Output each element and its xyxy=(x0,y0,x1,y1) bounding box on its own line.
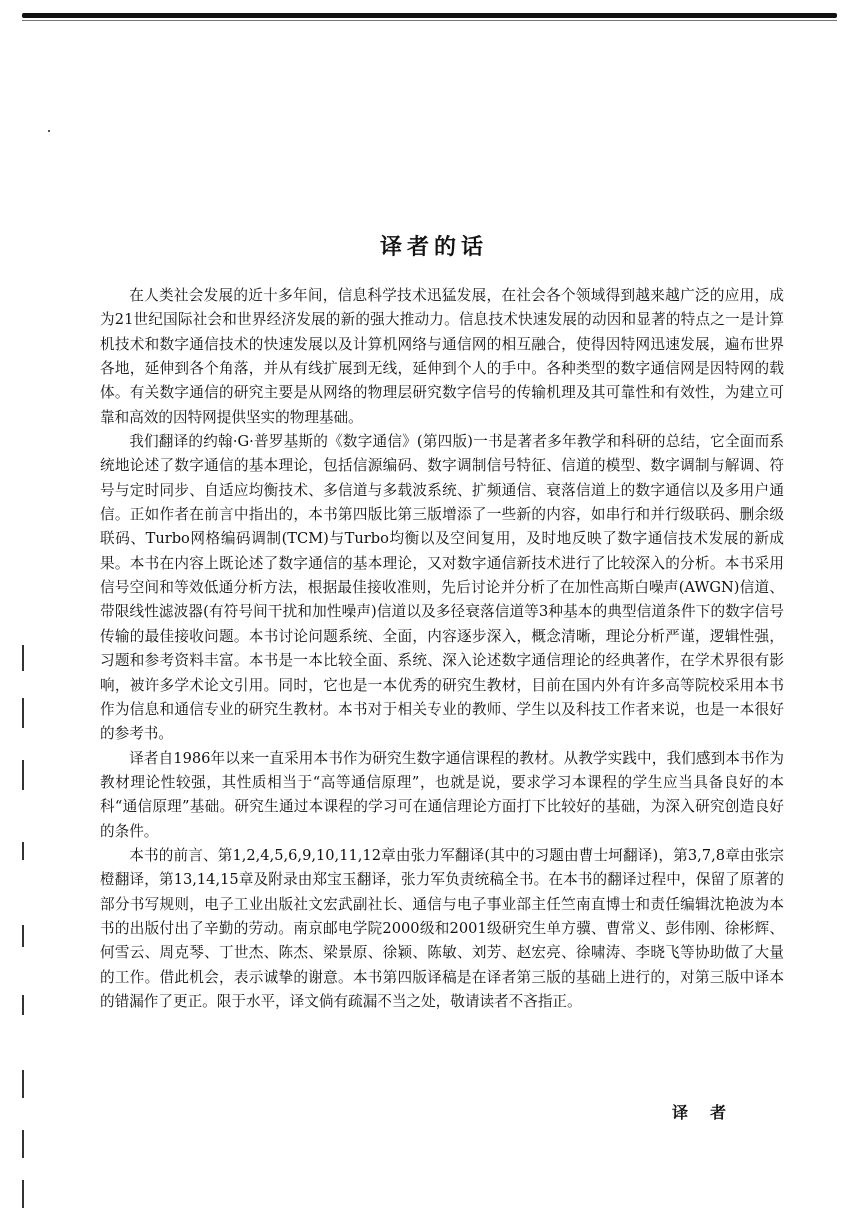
body-text xyxy=(100,284,784,1014)
margin-mark xyxy=(22,1180,24,1208)
top-rule-shadow xyxy=(22,20,837,21)
paragraph: 译者自1986年以来一直采用本书作为研究生数字通信课程的教材。从教学实践中，我们感到本书作为教材理论性较强，其性质相当于“高等通信原理”，也就是说，要求学习本课程的学生应当具备良好的本科“通信原理”基础。研究生通过本课程的学习可在通信理论方面打下比较好的基础，为深入研究创造良好的条件。 xyxy=(100,749,784,840)
margin-mark xyxy=(22,842,24,860)
margin-mark xyxy=(22,698,24,728)
margin-mark xyxy=(22,1070,24,1098)
margin-mark xyxy=(22,1130,24,1158)
page-title: 译者的话 xyxy=(379,235,488,260)
top-rule xyxy=(22,13,837,18)
margin-mark xyxy=(22,645,24,671)
paragraph: 我们翻译的约翰·G·普罗基斯的《数字通信》(第四版)一书是著者多年教学和科研的总结，它全面而系统地论述了数字通信的基本理论，包括信源编码、数字调制信号特征、信道的模型、数字调制与解调、符号与定时同步、自适应均衡技术、多信道与多载波系统、扩频通信、衰落信道上的数字通信以及多用户通信。正如作者在前言中指出的，本书第四版比第三版增添了一些新的内容，如串行和并行级联码、删余级联码、Turbo网格编码调制(TCM)与Turbo均衡以及空间复用，及时地反映了数字通信技术发展的新成果。本书在内容上既论述了数字通信的基本理论，又对数字通信新技术进行了比较深入的分析。本书采用信号空间和等效低通分析方法，根据最佳接收准则，先后讨论并分析了在加性高斯白噪声(AWGN)信道、带限线性滤波器(有符号间干扰和加性噪声)信道以及多径衰落信道等3种基本的典型信道条件下的数字信号传输的最佳接收问题。本书讨论问题系统、全面，内容逐步深入，概念清晰，理论分析严谨，逻辑性强，习题和参考资料丰富。本书是一本比较全面、系统、深入论述数字通信理论的经典著作，在学术界很有影响，被许多学术论文引用。同时，它也是一本优秀的研究生教材，目前在国内外有许多高等院校采用本书作为信息和通信专业的研究生教材。本书对于相关专业的教师、学生以及科技工作者来说，也是一本很好的参考书。 xyxy=(100,433,784,743)
translator-signature: 译者 xyxy=(672,1103,749,1122)
margin-mark xyxy=(22,995,24,1015)
margin-mark xyxy=(22,760,24,790)
scan-speck xyxy=(48,130,50,132)
paragraph: 本书的前言、第1,2,4,5,6,9,10,11,12章由张力军翻译(其中的习题由曹士坷翻译)，第3,7,8章由张宗橙翻译，第13,14,15章及附录由郑宝玉翻译，张力军负责统稿全书。在本书的翻译过程中，保留了原著的部分书写规则，电子工业出版社文宏武副社长、通信与电子事业部主任竺南直博士和责任编辑沈艳波为本书的出版付出了辛勤的劳动。南京邮电学院2000级和2001级研究生单方骥、曹常义、彭伟刚、徐彬辉、何雪云、周克琴、丁世杰、陈杰、梁景原、徐颖、陈敏、刘芳、赵宏亮、徐啸涛、李晓飞等协助做了大量的工作。借此机会，表示诚挚的谢意。本书第四版译稿是在译者第三版的基础上进行的，对第三版中译本的错漏作了更正。限于水平，译文倘有疏漏不当之处，敬请读者不吝指正。 xyxy=(100,846,784,1010)
paragraph: 在人类社会发展的近十多年间，信息科学技术迅猛发展，在社会各个领域得到越来越广泛的应用，成为21世纪国际社会和世界经济发展的新的强大推动力。信息技术快速发展的动因和显著的特点之一是计算机技术和数字通信技术的快速发展以及计算机网络与通信网的相互融合，使得因特网迅速发展，遍布世界各地，延伸到各个角落，并从有线扩展到无线，延伸到个人的手中。各种类型的数字通信网是因特网的载体。有关数字通信的研究主要是从网络的物理层研究数字信号的传输机理及其可靠性和有效性，为建立可靠和高效的因特网提供坚实的物理基础。 xyxy=(100,287,784,426)
margin-mark xyxy=(22,925,24,947)
